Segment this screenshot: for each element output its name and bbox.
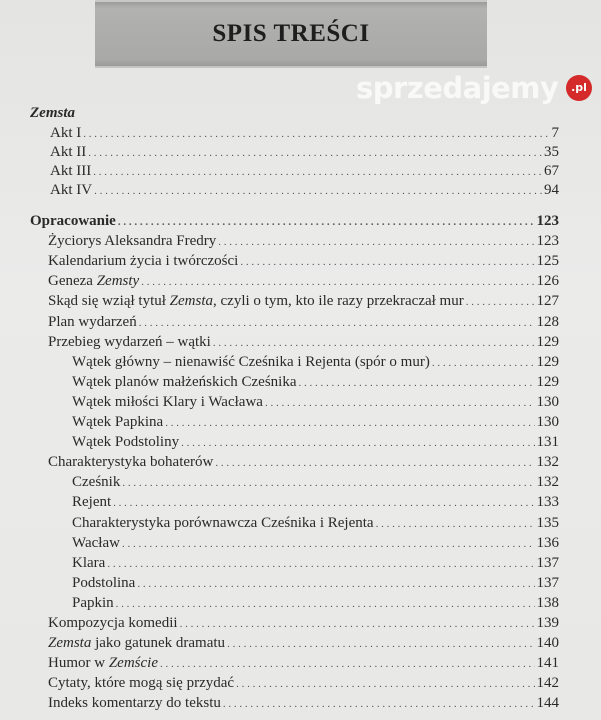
title-segment: Wątek główny – nienawiść Cześnika i Rejenta (spór o mur) — [72, 353, 430, 370]
page-title: SPIS TREŚCI — [212, 20, 370, 47]
dot-leader — [432, 354, 535, 372]
toc-entry — [72, 433, 559, 452]
page-number: 141 — [536, 655, 559, 672]
toc-entry-title — [72, 493, 111, 511]
toc-entry-title — [72, 373, 297, 391]
title-segment: Geneza — [48, 273, 97, 290]
title-segment: Klara — [72, 554, 106, 571]
dot-leader — [165, 414, 534, 432]
toc-entry — [48, 272, 559, 291]
toc-entry-title — [50, 143, 86, 161]
page-number: 139 — [536, 615, 559, 631]
page-number: 144 — [536, 695, 559, 712]
title-segment: Kompozycja komedii — [48, 615, 178, 631]
toc-entry-title — [48, 252, 238, 270]
dot-leader — [83, 125, 549, 143]
page-number: 129 — [536, 373, 559, 390]
italic-title-segment: Zemsta — [169, 293, 213, 310]
title-segment: Akt I — [50, 125, 82, 141]
page-number: 137 — [536, 574, 559, 591]
toc-entry — [72, 574, 559, 593]
toc-entry-title — [72, 534, 120, 552]
page-number: 138 — [536, 594, 559, 611]
title-segment: Wątek Podstoliny — [72, 434, 180, 451]
page-number: 132 — [536, 474, 559, 491]
section-heading-zemsta: Zemsta — [30, 105, 75, 121]
title-segment: jako gatunek dramatu — [91, 635, 226, 652]
title-segment: Humor w — [48, 655, 109, 672]
toc-entry — [48, 252, 559, 271]
toc-entry-title — [72, 353, 430, 371]
dot-leader — [160, 655, 535, 673]
page-number: 67 — [544, 163, 559, 179]
toc-entry — [50, 124, 559, 143]
toc-entry-title — [72, 473, 120, 491]
dot-leader — [376, 515, 535, 533]
dot-leader — [94, 182, 542, 200]
italic-title-segment: Zemsty — [96, 273, 140, 290]
dot-leader — [265, 394, 535, 412]
dot-leader — [122, 535, 535, 553]
title-segment: Rejent — [72, 494, 112, 511]
dot-leader — [88, 144, 542, 162]
toc-entry — [72, 594, 559, 613]
title-banner — [95, 0, 487, 68]
toc-entry-title — [48, 634, 225, 652]
page-number: 123 — [536, 233, 559, 250]
toc-entry-title — [48, 694, 221, 712]
toc-entry-title — [48, 232, 216, 250]
page-number: 132 — [536, 454, 559, 471]
page-number: 136 — [536, 534, 559, 551]
title-segment: Podstolina — [72, 574, 136, 591]
toc-entry — [48, 694, 559, 713]
toc-entry — [50, 162, 559, 181]
toc-entry-title — [72, 594, 114, 612]
toc-entry — [48, 313, 559, 332]
toc-entry — [72, 373, 559, 392]
toc-entry — [72, 393, 559, 412]
title-segment: Cześnik — [72, 474, 121, 491]
toc-entry-title — [48, 453, 213, 471]
toc-entry — [48, 674, 559, 693]
toc-entry-title — [48, 313, 137, 331]
toc-entry — [72, 554, 559, 573]
dot-leader — [93, 163, 542, 181]
page-number: 140 — [536, 635, 559, 652]
title-segment: Akt II — [50, 144, 87, 160]
dot-leader — [180, 615, 535, 633]
toc-entry — [72, 353, 559, 372]
title-segment: Przebieg wydarzeń – wątki — [48, 333, 211, 350]
title-segment: Skąd się wziął tytuł — [48, 293, 170, 310]
dot-leader — [299, 374, 535, 392]
page-number: 94 — [544, 182, 559, 198]
page-number: 130 — [536, 414, 559, 430]
toc-entry-title — [48, 614, 178, 632]
title-segment: Wątek Papkina — [72, 414, 164, 430]
page-number: 135 — [536, 514, 559, 531]
dot-leader — [137, 575, 534, 593]
title-segment: Akt IV — [50, 182, 93, 198]
toc-entry-title — [72, 514, 374, 532]
dot-leader — [141, 273, 534, 291]
toc-entry-title — [72, 433, 179, 451]
title-segment: Cytaty, które mogą się przydać — [48, 675, 235, 692]
title-segment: Kalendarium życia i twórczości — [48, 253, 239, 270]
dot-leader — [113, 494, 534, 512]
page-number: 7 — [551, 125, 559, 141]
title-segment: Akt III — [50, 163, 92, 179]
toc-entry — [50, 143, 559, 162]
toc-entry — [48, 634, 559, 653]
toc-entry — [72, 493, 559, 512]
title-segment: Indeks komentarzy do tekstu — [48, 695, 221, 712]
title-segment: Opracowanie — [30, 213, 116, 229]
toc-entry — [48, 292, 559, 311]
toc-entry-title — [48, 333, 211, 351]
toc-entry — [72, 514, 559, 533]
dot-leader — [213, 334, 535, 352]
toc-entry — [72, 413, 559, 432]
dot-leader — [122, 474, 534, 492]
page-number: 35 — [544, 144, 559, 160]
toc-entry-title — [50, 162, 91, 180]
toc-entry — [48, 453, 559, 472]
toc-entry-title — [72, 554, 105, 572]
watermark-badge: .pl — [566, 75, 592, 101]
page-number: 126 — [536, 273, 559, 290]
toc-entry — [72, 534, 559, 553]
toc-entry — [30, 212, 559, 231]
title-segment: Charakterystyka bohaterów — [48, 454, 214, 471]
dot-leader — [236, 675, 534, 693]
toc-entry — [72, 473, 559, 492]
dot-leader — [240, 253, 534, 271]
title-segment: Wacław — [72, 534, 120, 551]
title-segment: Papkin — [72, 594, 114, 611]
page-number: 125 — [536, 253, 559, 270]
toc-entry-title — [72, 413, 163, 431]
dot-leader — [116, 595, 535, 613]
dot-leader — [118, 213, 535, 231]
toc-entry — [48, 614, 559, 633]
dot-leader — [227, 635, 534, 653]
page-number: 131 — [536, 434, 559, 451]
toc-entry — [48, 333, 559, 352]
dot-leader — [139, 314, 535, 332]
italic-title-segment: Zemsta — [48, 635, 92, 652]
toc-entry-title — [72, 574, 135, 592]
toc-entry-title — [50, 181, 92, 199]
title-segment: Plan wydarzeń — [48, 313, 137, 330]
toc-entry — [48, 232, 559, 251]
page-number: 133 — [536, 494, 559, 511]
page-number: 129 — [536, 333, 559, 350]
page-number: 129 — [536, 353, 559, 370]
page-number: 127 — [536, 293, 559, 310]
page-number: 142 — [536, 675, 559, 692]
toc-entry-title — [48, 674, 234, 692]
dot-leader — [181, 434, 534, 452]
toc-entry-title — [48, 272, 139, 290]
toc-entry-title — [48, 292, 464, 310]
toc-entry-title — [48, 654, 158, 672]
italic-title-segment: Zemście — [108, 655, 158, 672]
toc-entry — [50, 181, 559, 200]
title-segment: , czyli o tym, kto ile razy przekraczał mur — [213, 293, 464, 310]
toc-entry-title — [50, 124, 81, 142]
title-segment: Życiorys Aleksandra Fredry — [48, 233, 217, 250]
title-segment: Charakterystyka porównawcza Cześnika i Rejenta — [72, 514, 374, 531]
page-number: 130 — [536, 393, 559, 410]
page-number: 137 — [536, 554, 559, 571]
dot-leader — [223, 695, 535, 713]
dot-leader — [218, 233, 534, 251]
toc-entry — [48, 654, 559, 673]
dot-leader — [107, 555, 534, 573]
watermark-logo: sprzedajemy — [356, 71, 559, 105]
title-segment: Wątek miłości Klary i Wacława — [72, 393, 263, 410]
page-number: 123 — [536, 213, 559, 229]
page-number: 128 — [536, 313, 559, 330]
toc-entry-title — [72, 393, 263, 411]
dot-leader — [215, 454, 534, 472]
dot-leader — [466, 293, 535, 311]
toc-entry-title — [30, 212, 116, 230]
title-segment: Wątek planów małżeńskich Cześnika — [72, 373, 297, 390]
